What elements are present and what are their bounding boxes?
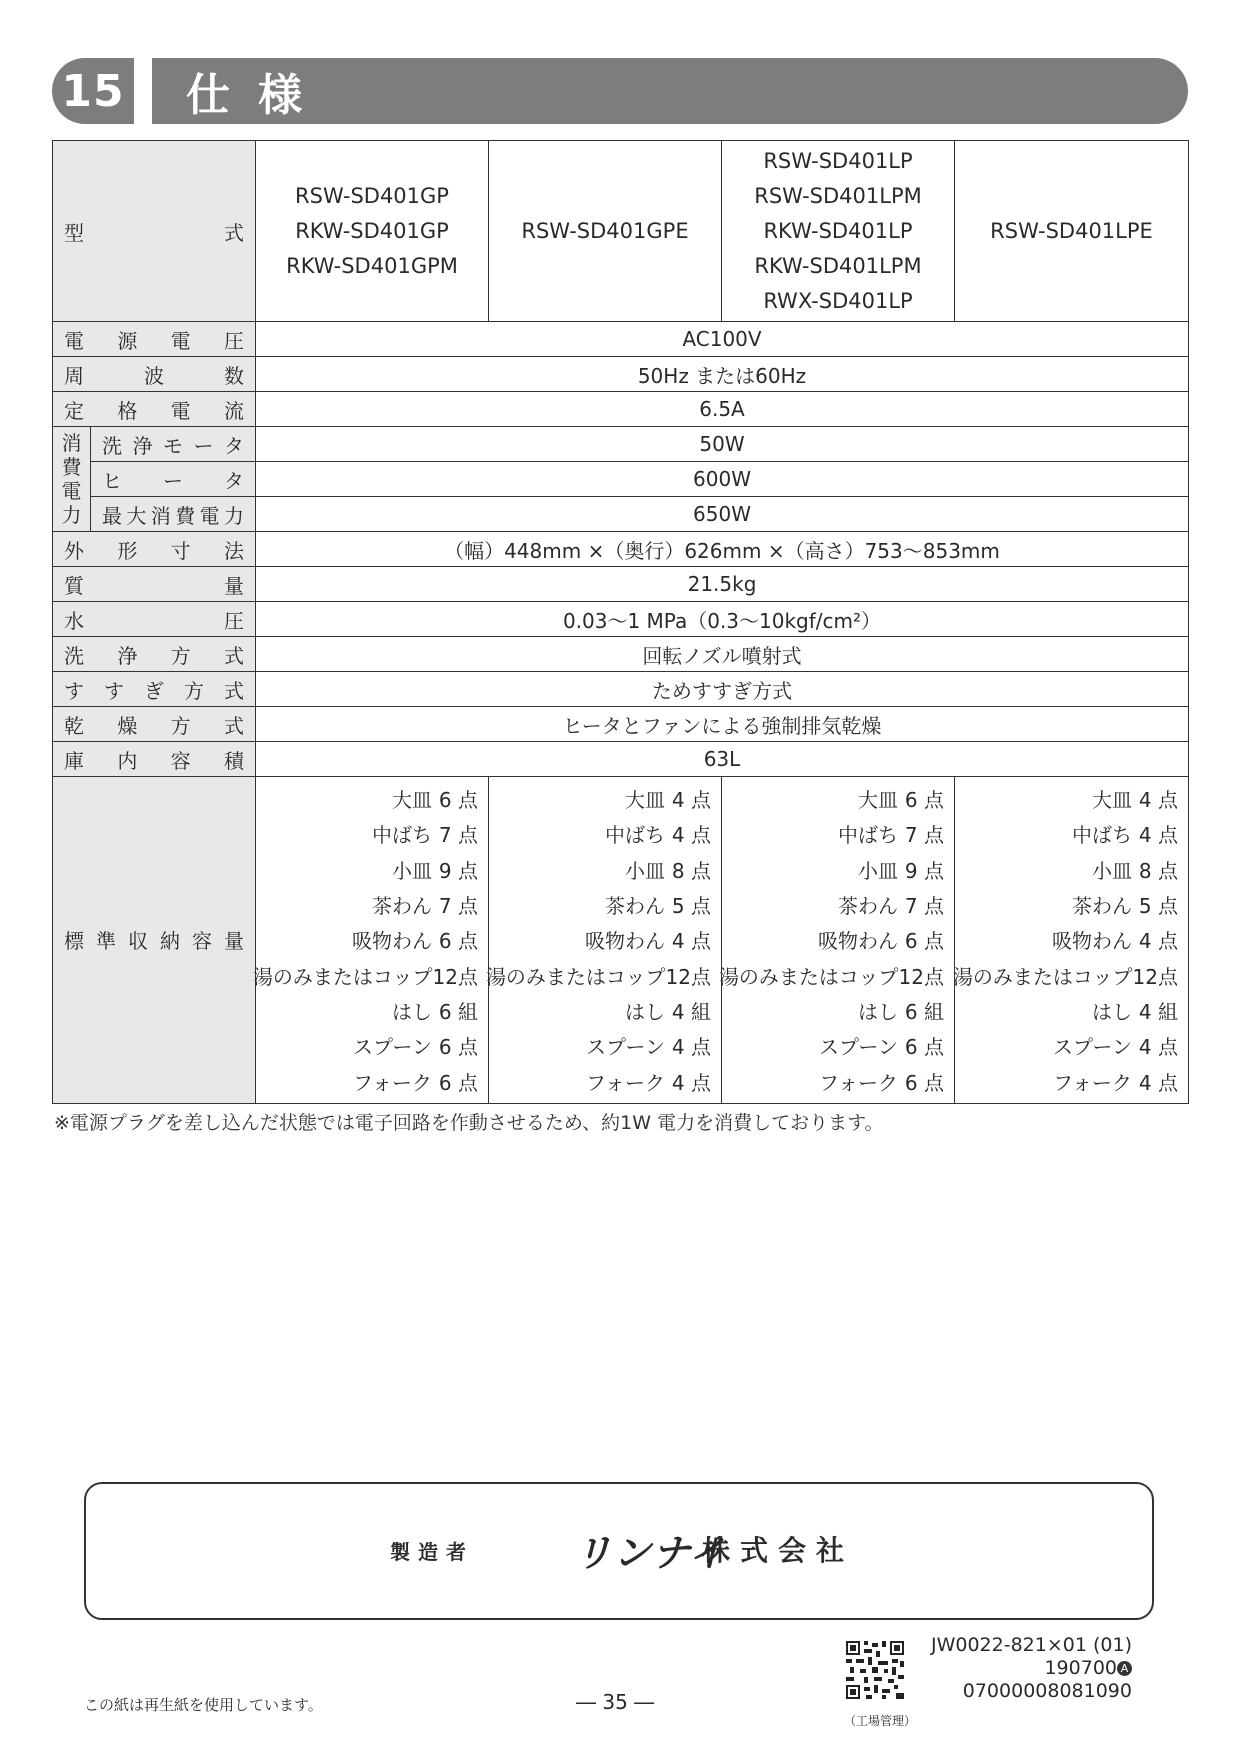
- capacity-item-qty: 6 組: [904, 999, 944, 1024]
- water-pressure-row: [53, 602, 1189, 637]
- capacity-label: [53, 777, 256, 1104]
- model-name: RKW-SD401GPM: [286, 253, 458, 278]
- capacity-item-name: 小皿: [625, 858, 665, 883]
- current-label: [53, 392, 256, 427]
- capacity-cell: [952, 777, 1189, 1104]
- label-char: 源: [117, 328, 138, 353]
- capacity-item-name: 小皿: [1092, 858, 1132, 883]
- model-name: RWX-SD401LP: [763, 288, 913, 313]
- capacity-item: [499, 922, 711, 957]
- capacity-item: [732, 852, 944, 887]
- label-char: ヒ: [102, 468, 122, 493]
- label-char: す: [64, 678, 84, 703]
- capacity-item-qty: 6 点: [904, 1070, 944, 1095]
- capacity-item-qty: 6 点: [904, 788, 944, 813]
- mass-label: [53, 567, 256, 602]
- frequency-row: [53, 357, 1189, 392]
- label-char: 電: [170, 398, 191, 423]
- capacity-item-qty: 6 点: [438, 1070, 478, 1095]
- capacity-item-name: 小皿: [858, 858, 898, 883]
- mass-row: [53, 567, 1189, 602]
- capacity-item-name: 茶わん: [1072, 894, 1132, 919]
- capacity-item: [499, 816, 711, 851]
- label-char: 燥: [117, 713, 138, 738]
- capacity-cell: [485, 777, 722, 1104]
- qr-code-icon: [846, 1640, 904, 1700]
- label-char: 量: [224, 929, 244, 954]
- frequency-label: [53, 357, 256, 392]
- model-cell: [489, 141, 722, 322]
- capacity-item-name: 中ばち: [838, 823, 898, 848]
- capacity-item-name: 中ばち: [372, 823, 432, 848]
- label-char: 質: [64, 573, 84, 598]
- capacity-item: [965, 993, 1178, 1028]
- label-char: す: [104, 678, 124, 703]
- model-cell: [256, 141, 489, 322]
- label-char: 納: [160, 929, 180, 954]
- volume-value: 63L: [256, 742, 1189, 777]
- capacity-item-name: スプーン: [1053, 1035, 1132, 1060]
- capacity-item-qty: 7 点: [438, 894, 478, 919]
- label-char: 力: [223, 503, 244, 528]
- label-char: 方: [184, 678, 204, 703]
- power-motor-label: [91, 427, 256, 462]
- current-row: [53, 392, 1189, 427]
- power-max-row: [53, 497, 1189, 532]
- model-name: RKW-SD401LP: [763, 218, 913, 243]
- model-row: [53, 141, 1189, 322]
- label-char: 格: [117, 398, 138, 423]
- label-char: 乾: [64, 713, 84, 738]
- label-char: 力: [61, 503, 82, 527]
- capacity-item-name: 吸物わん: [352, 929, 432, 954]
- mass-value: 21.5kg: [256, 567, 1189, 602]
- model-name: RKW-SD401GP: [295, 218, 449, 243]
- capacity-item-qty: 7 点: [438, 823, 478, 848]
- qr-caption: （工場管理）: [844, 1714, 917, 1728]
- voltage-row: [53, 322, 1189, 357]
- power-motor-row: [53, 427, 1189, 462]
- capacity-item-qty: 4 点: [1138, 1070, 1178, 1095]
- capacity-item: [266, 852, 478, 887]
- capacity-item-name: 中ばち: [605, 823, 665, 848]
- recycled-paper-note: この紙は再生紙を使用しています。: [84, 1696, 323, 1714]
- section-number: 15: [52, 58, 134, 124]
- label-char: 式: [224, 678, 244, 703]
- capacity-item: [718, 957, 944, 992]
- capacity-item-qty: 6 点: [904, 1035, 944, 1060]
- capacity-item: [965, 887, 1178, 922]
- capacity-item: [965, 1028, 1178, 1063]
- capacity-item-qty: 9 点: [438, 858, 478, 883]
- power-note: ※電源プラグを差し込んだ状態では電子回路を作動させるため、約1W 電力を消費しております。: [54, 1112, 884, 1134]
- power-group-label: [53, 427, 91, 532]
- capacity-item-qty: 6 組: [438, 999, 478, 1024]
- capacity-item: [965, 852, 1178, 887]
- label-char: 電: [64, 328, 84, 353]
- label-char: 費: [175, 503, 196, 528]
- label-char: 内: [117, 748, 138, 773]
- capacity-item: [732, 922, 944, 957]
- power-heater-value: 600W: [256, 462, 1189, 497]
- capacity-item-name: 大皿: [1092, 788, 1132, 813]
- capacity-item-name: 大皿: [858, 788, 898, 813]
- voltage-label: [53, 322, 256, 357]
- section-title: 仕様: [152, 58, 1188, 124]
- wash-method-value: 回転ノズル噴射式: [256, 637, 1189, 672]
- capacity-item-qty: 5 点: [671, 894, 711, 919]
- capacity-item: [266, 1063, 478, 1098]
- rinse-method-row: [53, 672, 1189, 707]
- capacity-item: [732, 1028, 944, 1063]
- capacity-item-qty: 4 点: [671, 1070, 711, 1095]
- capacity-item-qty: 12点: [665, 964, 711, 989]
- capacity-item-name: 茶わん: [372, 894, 432, 919]
- label-char: タ: [224, 433, 244, 458]
- capacity-item-qty: 6 点: [438, 929, 478, 954]
- label-char: 消: [150, 503, 171, 528]
- capacity-item: [965, 816, 1178, 851]
- label-char: 容: [192, 929, 212, 954]
- capacity-item-qty: 4 組: [1138, 999, 1178, 1024]
- voltage-value: AC100V: [256, 322, 1189, 357]
- water-pressure-value: 0.03〜1 MPa（0.3〜10kgf/cm²）: [256, 602, 1189, 637]
- volume-row: [53, 742, 1189, 777]
- power-heater-label: [91, 462, 256, 497]
- label-char: モ: [163, 433, 183, 458]
- capacity-item-name: 湯のみまたはコップ: [485, 964, 666, 989]
- label-char: 電: [61, 479, 82, 503]
- label-char: 準: [96, 929, 116, 954]
- capacity-item-name: 吸物わん: [1052, 929, 1132, 954]
- label-char: 収: [128, 929, 148, 954]
- label-char: タ: [224, 468, 244, 493]
- rinse-method-label: [53, 672, 256, 707]
- capacity-item: [499, 1028, 711, 1063]
- label-char: 容: [170, 748, 191, 773]
- capacity-item-name: スプーン: [819, 1035, 898, 1060]
- label-char: 圧: [224, 608, 244, 633]
- label-char: 外: [64, 538, 84, 563]
- label-char: 最: [102, 503, 122, 528]
- capacity-item-qty: 7 点: [904, 823, 944, 848]
- capacity-item: [965, 781, 1178, 816]
- capacity-item-qty: 12点: [898, 964, 944, 989]
- dry-method-label: [53, 707, 256, 742]
- rinse-method-value: ためすすぎ方式: [256, 672, 1189, 707]
- capacity-item-qty: 8 点: [671, 858, 711, 883]
- label-char: 法: [223, 538, 244, 563]
- capacity-item-name: はし: [625, 999, 665, 1024]
- capacity-item: [499, 852, 711, 887]
- current-value: 6.5A: [256, 392, 1189, 427]
- capacity-item: [499, 993, 711, 1028]
- label-char: 大: [126, 503, 147, 528]
- label-char: 式: [224, 220, 244, 245]
- capacity-item-name: フォーク: [353, 1070, 432, 1095]
- section-header: [52, 58, 1188, 124]
- capacity-item: [266, 781, 478, 816]
- capacity-item-name: 湯のみまたはコップ: [252, 964, 433, 989]
- capacity-item-name: スプーン: [353, 1035, 432, 1060]
- capacity-item-name: はし: [1092, 999, 1132, 1024]
- capacity-item-qty: 4 点: [671, 823, 711, 848]
- capacity-item-name: 茶わん: [838, 894, 898, 919]
- doc-code: JW0022-821×01 (01): [930, 1634, 1132, 1656]
- label-char: 浄: [132, 433, 153, 458]
- capacity-item: [732, 993, 944, 1028]
- label-char: 方: [170, 643, 191, 668]
- maker-label: 製造者: [390, 1540, 474, 1564]
- label-char: ー: [193, 433, 214, 458]
- maker-box: [84, 1482, 1154, 1620]
- capacity-item-qty: 6 点: [438, 788, 478, 813]
- label-char: 洗: [102, 433, 122, 458]
- label-char: 型: [64, 220, 84, 245]
- capacity-item-qty: 12点: [1132, 964, 1178, 989]
- capacity-item: [732, 816, 944, 851]
- capacity-item-name: 中ばち: [1072, 823, 1132, 848]
- label-char: 消: [61, 431, 82, 455]
- water-pressure-label: [53, 602, 256, 637]
- label-char: 浄: [117, 643, 138, 668]
- model-cell: [955, 141, 1189, 322]
- capacity-item: [266, 1028, 478, 1063]
- capacity-item-name: はし: [392, 999, 432, 1024]
- capacity-item-name: 小皿: [392, 858, 432, 883]
- capacity-item: [499, 1063, 711, 1098]
- capacity-item: [952, 957, 1178, 992]
- date-code-line: [920, 1657, 1132, 1680]
- label-char: 積: [223, 748, 244, 773]
- label-char: 庫: [64, 748, 84, 773]
- model-name: RKW-SD401LPM: [754, 253, 922, 278]
- capacity-item-name: フォーク: [1053, 1070, 1132, 1095]
- dimensions-label: [53, 532, 256, 567]
- model-name: RSW-SD401GPE: [521, 218, 689, 243]
- capacity-item-qty: 5 点: [1138, 894, 1178, 919]
- label-char: 式: [223, 643, 244, 668]
- capacity-item-qty: 6 点: [904, 929, 944, 954]
- model-cell: [722, 141, 955, 322]
- model-name: RSW-SD401LPM: [754, 183, 922, 208]
- label-char: 圧: [223, 328, 244, 353]
- label-char: 寸: [170, 538, 191, 563]
- capacity-item: [732, 887, 944, 922]
- wash-method-label: [53, 637, 256, 672]
- label-char: 洗: [64, 643, 84, 668]
- capacity-item-qty: 9 点: [904, 858, 944, 883]
- capacity-item-name: 湯のみまたはコップ: [952, 964, 1133, 989]
- capacity-item: [266, 922, 478, 957]
- capacity-item: [965, 1063, 1178, 1098]
- label-char: 式: [223, 713, 244, 738]
- dimensions-value: （幅）448mm ×（奥行）626mm ×（高さ）753〜853mm: [256, 532, 1189, 567]
- date-code: 190700: [1044, 1657, 1117, 1679]
- power-max-value: 650W: [256, 497, 1189, 532]
- capacity-item: [732, 781, 944, 816]
- capacity-item: [266, 816, 478, 851]
- label-char: 方: [170, 713, 191, 738]
- capacity-cell: [718, 777, 955, 1104]
- label-char: ぎ: [144, 678, 164, 703]
- capacity-item: [266, 993, 478, 1028]
- capacity-item-name: スプーン: [586, 1035, 665, 1060]
- label-char: 定: [64, 398, 84, 423]
- capacity-item: [499, 887, 711, 922]
- label-char: 数: [224, 363, 244, 388]
- capacity-item-name: 吸物わん: [818, 929, 898, 954]
- model-name: RSW-SD401LP: [763, 148, 913, 173]
- brand-logo: リンナイ: [574, 1531, 728, 1575]
- dry-method-row: [53, 707, 1189, 742]
- model-name: RSW-SD401GP: [295, 183, 449, 208]
- page-number: ― 35 ―: [576, 1690, 655, 1714]
- capacity-item-name: 大皿: [392, 788, 432, 813]
- capacity-item-qty: 4 点: [1138, 788, 1178, 813]
- label-char: 電: [199, 503, 220, 528]
- capacity-cell: [252, 777, 489, 1104]
- date-mark: A: [1117, 1661, 1132, 1676]
- serial-code: 07000008081090: [962, 1680, 1132, 1702]
- capacity-item-qty: 4 点: [671, 1035, 711, 1060]
- dry-method-value: ヒータとファンによる強制排気乾燥: [256, 707, 1189, 742]
- capacity-item: [499, 781, 711, 816]
- volume-label: [53, 742, 256, 777]
- wash-method-row: [53, 637, 1189, 672]
- power-max-label: [91, 497, 256, 532]
- capacity-item: [252, 957, 478, 992]
- capacity-item-qty: 8 点: [1138, 858, 1178, 883]
- capacity-item-qty: 4 点: [1138, 929, 1178, 954]
- label-char: 流: [223, 398, 244, 423]
- dimensions-row: [53, 532, 1189, 567]
- capacity-item-name: フォーク: [586, 1070, 665, 1095]
- capacity-item-qty: 4 組: [671, 999, 711, 1024]
- capacity-item-qty: 4 点: [1138, 1035, 1178, 1060]
- label-char: ー: [163, 468, 183, 493]
- label-char: 量: [224, 573, 244, 598]
- label-char: 電: [170, 328, 191, 353]
- capacity-item: [732, 1063, 944, 1098]
- label-char: 標: [64, 929, 84, 954]
- label-char: 波: [144, 363, 164, 388]
- capacity-item: [266, 887, 478, 922]
- capacity-row: [53, 777, 1189, 1104]
- power-heater-row: [53, 462, 1189, 497]
- label-char: 周: [64, 363, 84, 388]
- model-label: [53, 141, 256, 322]
- label-char: 費: [61, 455, 82, 479]
- frequency-value: 50Hz または60Hz: [256, 357, 1189, 392]
- capacity-item-name: 大皿: [625, 788, 665, 813]
- capacity-item-qty: 6 点: [438, 1035, 478, 1060]
- model-name: RSW-SD401LPE: [990, 218, 1153, 243]
- capacity-item-qty: 4 点: [1138, 823, 1178, 848]
- label-char: 形: [117, 538, 138, 563]
- label-char: 水: [64, 608, 84, 633]
- capacity-item-qty: 4 点: [671, 788, 711, 813]
- capacity-item-name: はし: [858, 999, 898, 1024]
- capacity-item-name: フォーク: [819, 1070, 898, 1095]
- capacity-item-name: 茶わん: [605, 894, 665, 919]
- document-codes: [920, 1634, 1132, 1703]
- capacity-item-qty: 12点: [432, 964, 478, 989]
- capacity-item: [965, 922, 1178, 957]
- spec-table: [52, 140, 1189, 1104]
- capacity-item: [485, 957, 711, 992]
- capacity-item-name: 吸物わん: [585, 929, 665, 954]
- capacity-item-name: 湯のみまたはコップ: [718, 964, 899, 989]
- power-motor-value: 50W: [256, 427, 1189, 462]
- company-suffix: 株式会社: [702, 1534, 855, 1567]
- capacity-item-qty: 4 点: [671, 929, 711, 954]
- capacity-item-qty: 7 点: [904, 894, 944, 919]
